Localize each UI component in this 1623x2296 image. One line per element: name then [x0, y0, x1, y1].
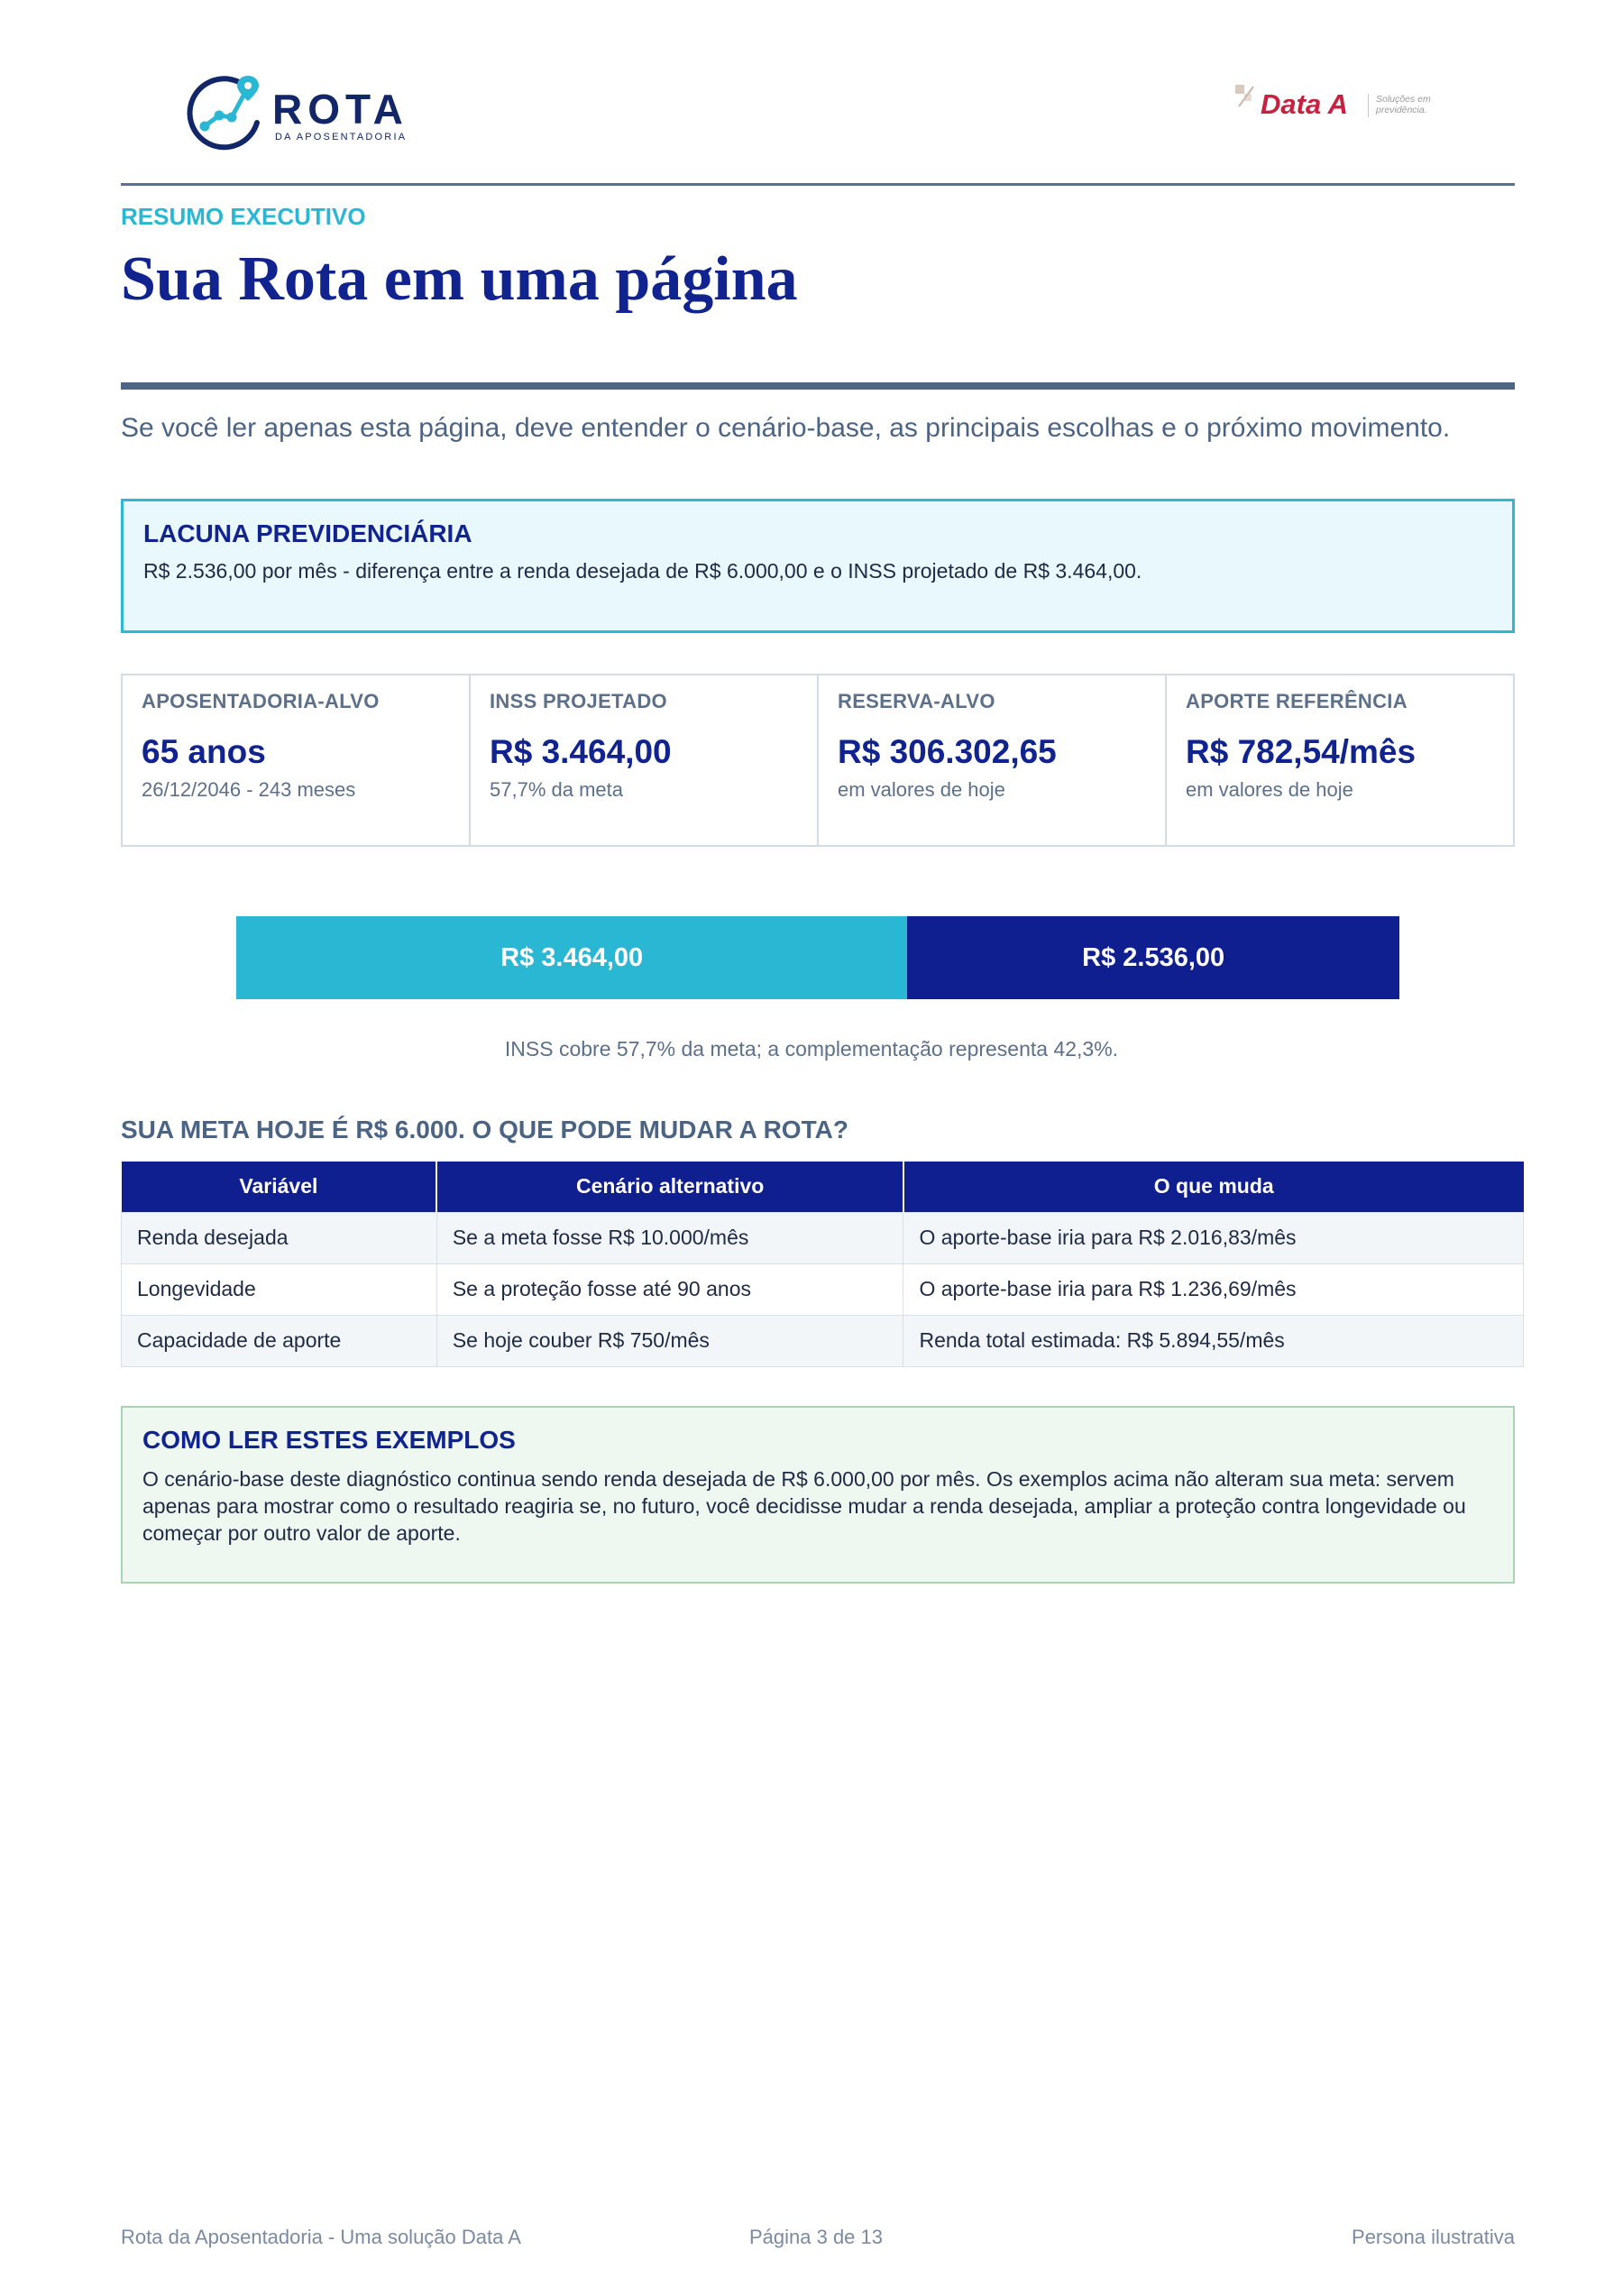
footer-page-number: Página 3 de 13 — [748, 2226, 884, 2248]
table-cell: Se hoje couber R$ 750/mês — [436, 1315, 903, 1366]
table-row — [122, 1263, 1524, 1315]
table-row — [122, 1315, 1524, 1366]
kpi-label: APORTE REFERÊNCIA — [1186, 690, 1408, 712]
kpi-label: RESERVA-ALVO — [838, 690, 995, 712]
gap-callout-text: R$ 2.536,00 por mês - diferença entre a renda desejada de R$ 6.000,00 e o INSS projetado de R$ 3.464,00. — [143, 559, 1142, 583]
rota-logo — [185, 70, 428, 152]
page-title: Sua Rota em uma página — [121, 244, 798, 314]
data-a-logo-separator — [1368, 94, 1369, 117]
table-row — [122, 1212, 1524, 1263]
kpi-note: em valores de hoje — [838, 778, 1005, 801]
kpi-reference-contribution — [1167, 675, 1513, 845]
composition-bar — [236, 916, 1399, 999]
table-cell: O aporte-base iria para R$ 1.236,69/mês — [903, 1263, 1524, 1315]
title-divider — [121, 382, 1515, 390]
howto-callout-title: COMO LER ESTES EXEMPLOS — [142, 1426, 516, 1454]
table-header-cell: Cenário alternativo — [436, 1162, 903, 1212]
data-a-logo — [1235, 83, 1461, 128]
kpi-retirement-target — [123, 675, 471, 845]
composition-caption: INSS cobre 57,7% da meta; a complementação representa 42,3%. — [504, 1037, 1119, 1061]
footer-right: Persona ilustrativa — [1352, 2226, 1515, 2248]
rota-logo-subtitle: DA APOSENTADORIA — [275, 132, 408, 142]
kpi-label: INSS PROJETADO — [490, 690, 667, 712]
table-cell: Renda desejada — [122, 1212, 437, 1263]
section-eyebrow: RESUMO EXECUTIVO — [121, 203, 366, 230]
kpi-value: 65 anos — [142, 733, 266, 770]
kpi-value: R$ 3.464,00 — [490, 733, 672, 770]
data-a-logo-tagline: Soluções em previdência. — [1376, 94, 1431, 115]
kpi-note: em valores de hoje — [1186, 778, 1353, 801]
table-cell: O aporte-base iria para R$ 2.016,83/mês — [903, 1212, 1524, 1263]
table-cell: Se a proteção fosse até 90 anos — [436, 1263, 903, 1315]
lead-paragraph: Se você ler apenas esta página, deve entender o cenário-base, as principais escolhas e o próximo movimento. — [121, 413, 1451, 443]
composition-segment-inss: R$ 3.464,00 — [236, 916, 907, 999]
kpi-inss-projected — [471, 675, 819, 845]
table-cell: Longevidade — [122, 1263, 437, 1315]
kpi-value: R$ 782,54/mês — [1186, 733, 1417, 770]
howto-callout — [121, 1406, 1515, 1584]
table-header-cell: Variável — [122, 1162, 437, 1212]
rota-route-icon — [185, 70, 268, 152]
table-cell: Se a meta fosse R$ 10.000/mês — [436, 1212, 903, 1263]
table-header-row — [122, 1162, 1524, 1212]
table-cell: Renda total estimada: R$ 5.894,55/mês — [903, 1315, 1524, 1366]
kpi-strip — [121, 674, 1515, 847]
footer-left: Rota da Aposentadoria - Uma solução Data A — [121, 2226, 521, 2248]
kpi-note: 57,7% da meta — [490, 778, 623, 801]
kpi-label: APOSENTADORIA-ALVO — [142, 690, 380, 712]
kpi-reserve-target — [819, 675, 1167, 845]
data-a-mark-icon — [1235, 85, 1259, 108]
header-divider — [121, 183, 1515, 186]
kpi-note: 26/12/2046 - 243 meses — [142, 778, 356, 801]
table-cell: Capacidade de aporte — [122, 1315, 437, 1366]
scenarios-heading: SUA META HOJE É R$ 6.000. O QUE PODE MUDAR A ROTA? — [121, 1116, 848, 1143]
scenarios-table — [121, 1162, 1524, 1367]
data-a-logo-word: Data A — [1261, 88, 1349, 120]
table-header-cell: O que muda — [903, 1162, 1524, 1212]
howto-callout-text: O cenário-base deste diagnóstico continua sendo renda desejada de R$ 6.000,00 por mês. Os exemplos acima não alteram sua meta: servem apenas para mostrar como o resultado reagiria se, no futuro, você decidisse mudar a renda desejada, ampliar a proteção contra longevidade ou começar por outro valor de aporte. — [142, 1467, 1466, 1545]
gap-callout — [121, 499, 1515, 633]
composition-segment-gap: R$ 2.536,00 — [907, 916, 1399, 999]
rota-logo-word: ROTA — [272, 86, 408, 133]
gap-callout-title: LACUNA PREVIDENCIÁRIA — [143, 519, 472, 547]
kpi-value: R$ 306.302,65 — [838, 733, 1057, 770]
